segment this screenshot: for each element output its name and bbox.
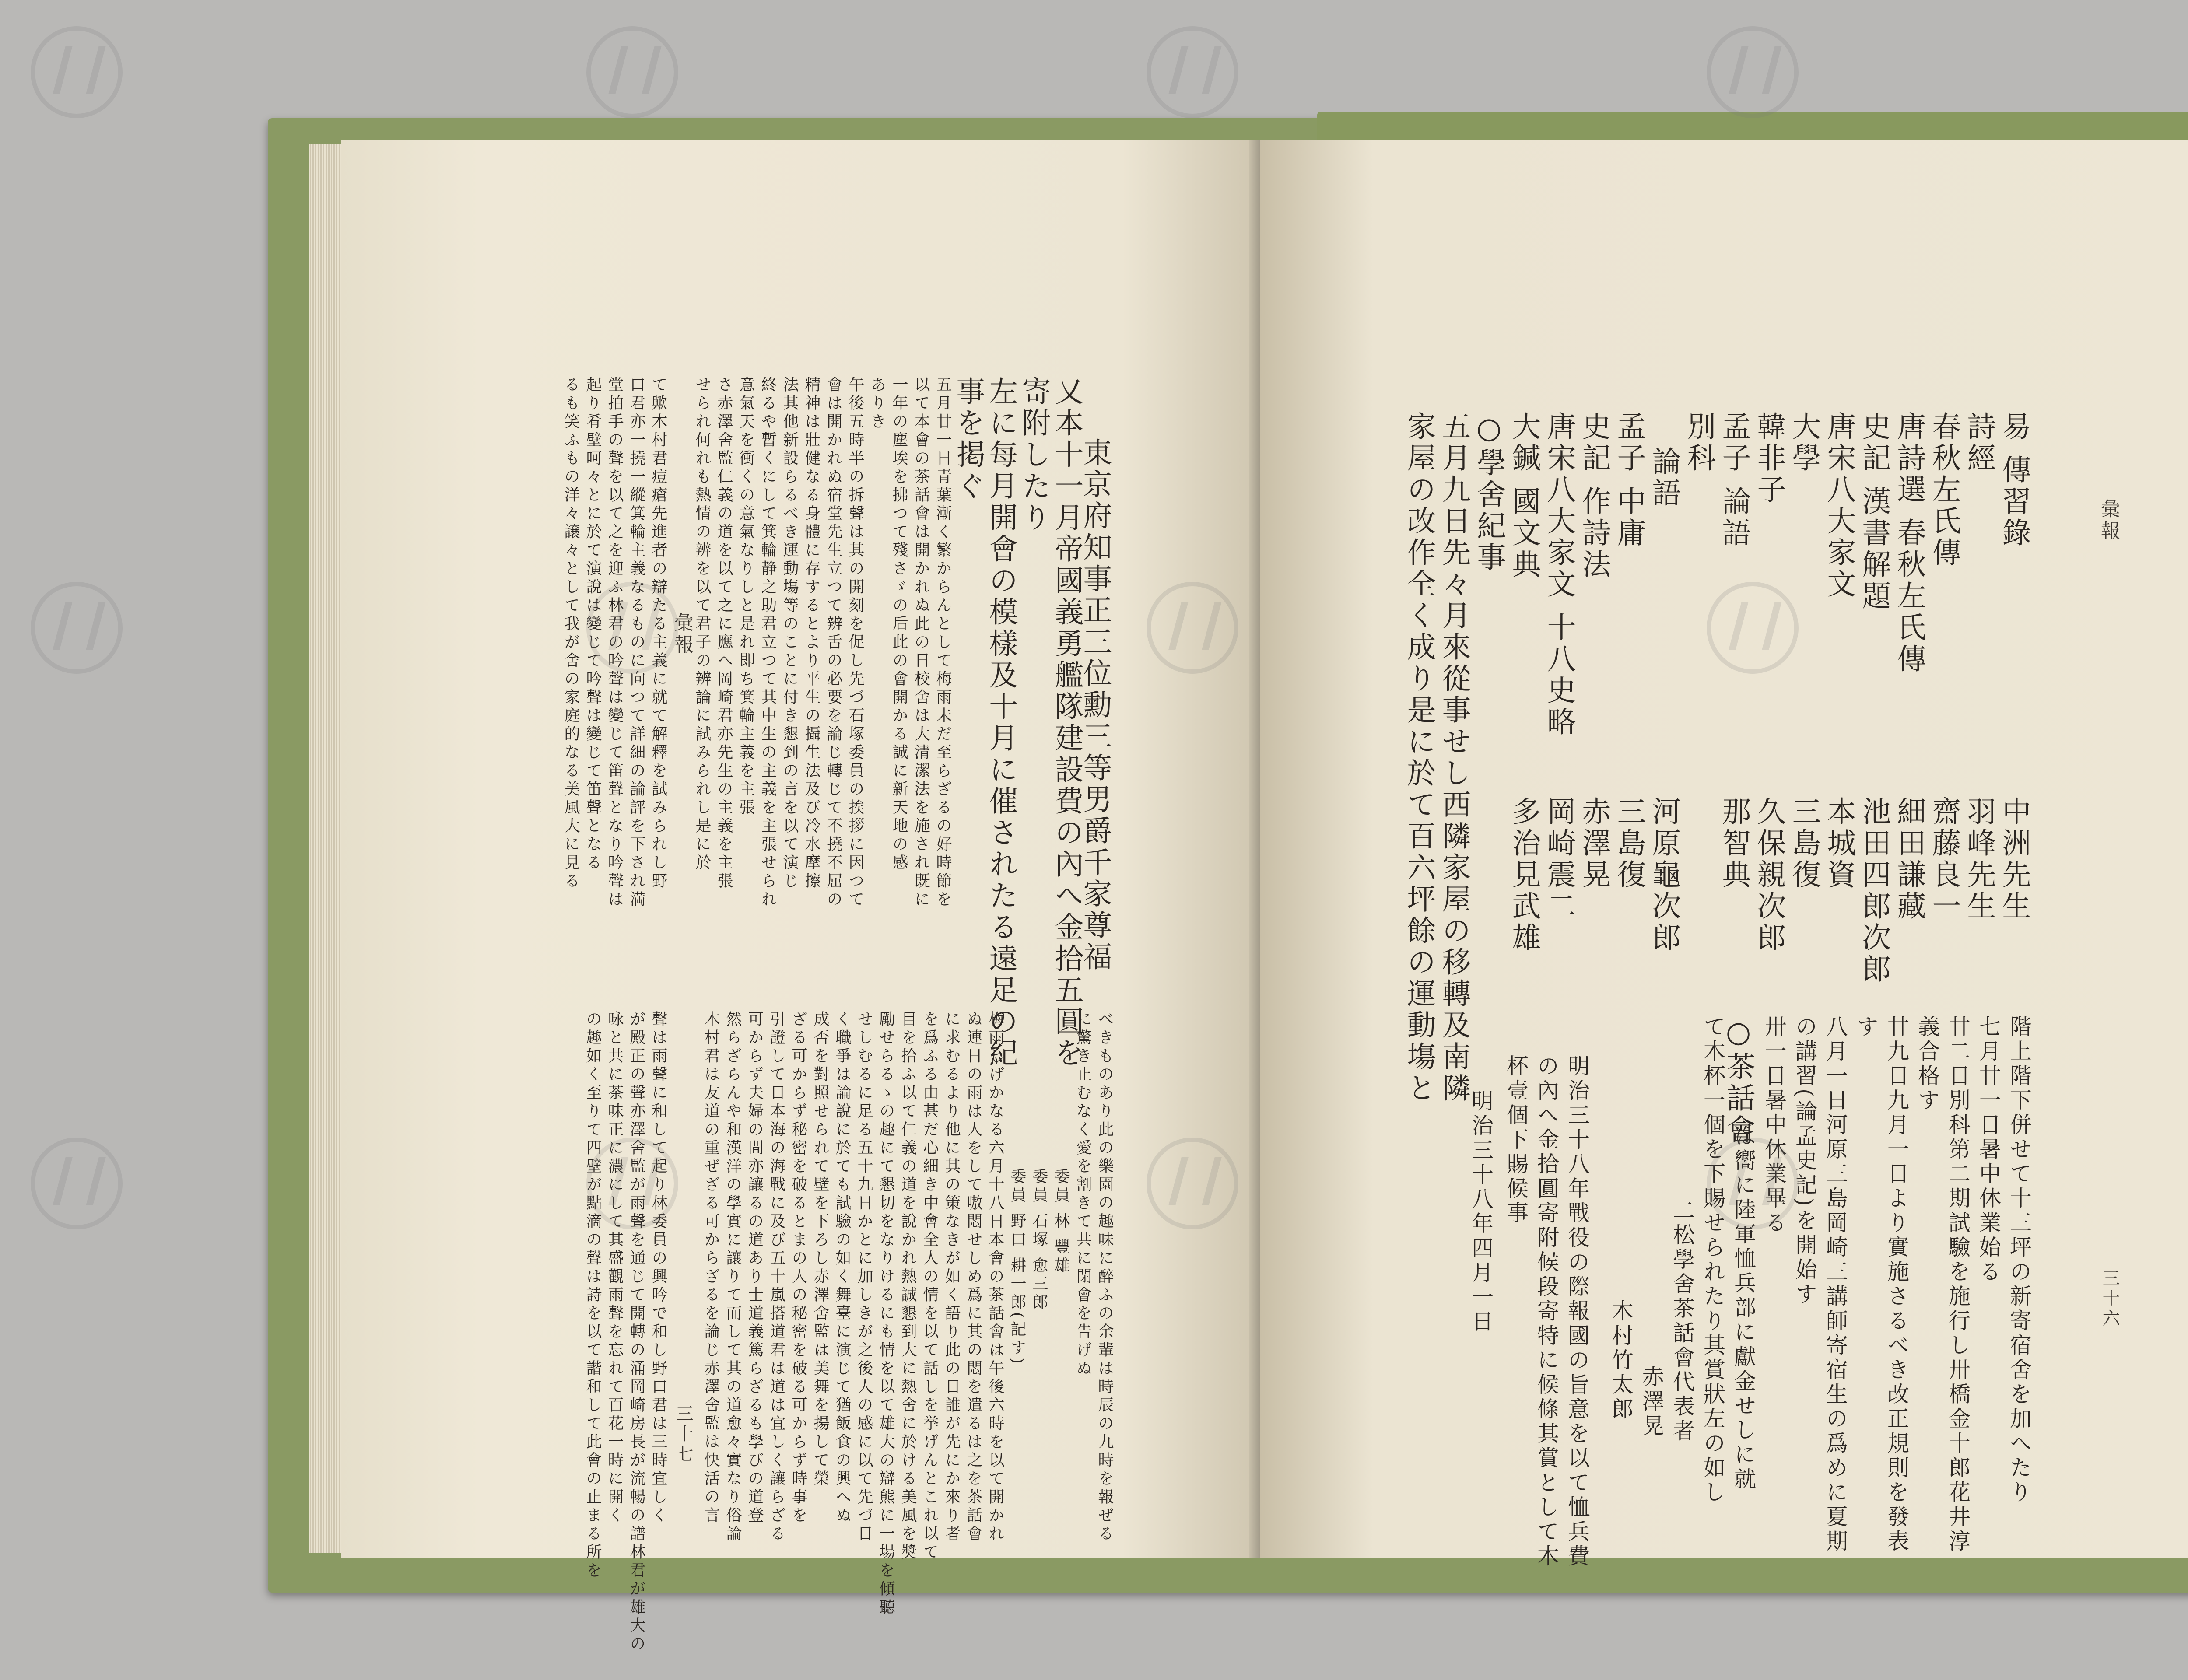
text-line: 法其他新設らるべき運動塲等のことに付き懇到の言を以て演じ	[781, 376, 799, 891]
text-line: 意氣天を衝くの意氣なりしと是れ即ち箕輪主義を主張	[737, 376, 755, 817]
watermark-logo	[1147, 26, 1238, 118]
watermark-logo	[586, 1138, 678, 1229]
text-line: 一年の塵埃を拂つて殘さゞの后此の會開かる誠に新天地の感	[890, 376, 908, 872]
committee-member: 委員 林 豐雄	[1052, 1168, 1070, 1275]
text-line: 精神は壯健なる身體に存するとより平生の攝生法及び冷水摩擦	[803, 376, 820, 891]
teacher: 赤澤晃	[1577, 796, 1611, 891]
text-line: 階上階下併せて十三坪の新寄宿舍を加へたり	[2006, 1015, 2032, 1505]
award-recipient: 二松學舍茶話會代表者	[1669, 1199, 1695, 1444]
committee-member: 委員 野口 耕一郎(記す)	[1008, 1168, 1026, 1366]
left-page	[341, 140, 1260, 1654]
text-line: す	[1853, 1015, 1879, 1040]
text-line: せられ何れも熱情の辨を以て君子の辨論に試みられし是に於	[693, 376, 711, 872]
text-line: 五月九日先々月來從事せし西隣家屋の移轉及南隣	[1437, 411, 1471, 1104]
watermark-logo	[31, 26, 123, 118]
teacher: 岡崎震二	[1542, 796, 1576, 922]
award-date: 明治三十八年四月一日	[1468, 1089, 1494, 1334]
text-line: 梅雨しげかなる六月十八日本會の茶話會は午後六時を以て開かれ	[986, 1011, 1004, 1544]
text-line: 會は開かれぬ宿堂先生立つて辨舌の必要を論じ轉じて不撓不屈の	[824, 376, 842, 909]
teacher: 三島復	[1612, 796, 1646, 891]
text-line: て木杯一個を下賜せられたり其賞狀左の如し	[1700, 1015, 1725, 1505]
text-line: は嚮に陸軍恤兵部に獻金せしに就	[1731, 1124, 1756, 1492]
teacher: 久保親次郎	[1752, 796, 1786, 954]
text-line: 午後五時半の拆聲は其の開刻を促し先づ石塚委員の挨拶に因つて	[846, 376, 864, 909]
subject: 大鍼 國文典	[1507, 411, 1541, 581]
right-page	[1260, 140, 2188, 1569]
subject: 唐詩選 春秋左氏傳	[1892, 411, 1926, 675]
teacher: 齋藤良一	[1927, 796, 1961, 922]
letter-line: 又本十一月帝國義勇艦隊建設費の內へ金拾五圓を	[1050, 376, 1083, 1069]
text-line: るも笑ふもの洋々譲々として我が舍の家庭的なる美風大に見る	[562, 376, 580, 891]
award-line: 杯壹個下賜候事	[1503, 1054, 1529, 1226]
subject: 韓非子	[1752, 411, 1786, 506]
text-line: 然らざらんや和漢洋の學實に讓りて而して其の道愈々實なり俗論	[724, 1011, 742, 1544]
letter-line: 左に每月開會の模樣及十月に催されたる遠足の紀	[984, 376, 1018, 1069]
page-header: 彙報	[2097, 499, 2120, 542]
text-line: 咏と共に茶味正に濃にして其盛觀雨聲を忘れて百花一時に開く	[606, 1011, 624, 1525]
watermark-logo	[31, 582, 123, 674]
text-line: ぬ連日の雨は人をして嗷悶せしめ爲に其の悶を遣るは之を茶話會	[964, 1011, 982, 1544]
text-line: に求むるより他に其の策なきが如く語り此の日誰が先にか來り者	[943, 1011, 961, 1544]
text-line: て歟木村君痘瘡先進者の辯たる主義に就て解釋を試みられし野	[649, 376, 667, 891]
watermark-logo	[1707, 582, 1799, 674]
text-line: 口君亦一撓一縱箕輪主義なるものに向つて詳細の論評を下され満	[628, 376, 645, 909]
watermark-logo	[1707, 1138, 1799, 1229]
subject: 易 傳習錄	[1997, 411, 2031, 549]
page-header: 彙報	[671, 612, 693, 656]
subject: 別科	[1682, 411, 1716, 474]
watermark-logo	[31, 1138, 123, 1229]
award-line: の內へ金拾圓寄附候段寄特に候條其賞として木	[1534, 1054, 1559, 1569]
watermark-logo	[586, 582, 678, 674]
subject: 唐宋八大家文 十八史略	[1542, 411, 1576, 738]
subject: 史記 作詩法	[1577, 411, 1611, 581]
text-line: の趣如く至りて四壁が點滴の聲は詩を以て諧和して此會の止まる所を	[584, 1011, 602, 1580]
subject: 孟子 中庸	[1612, 411, 1646, 549]
letter-line: 事を掲ぐ	[951, 376, 985, 502]
teacher: 羽峰先生	[1962, 796, 1996, 922]
text-line: 成否を對照せられて壁を下ろし赤澤舍監は美舞を揚して榮	[811, 1011, 829, 1488]
text-line: 以て本會の茶話會は開かれぬ此の日校舍は大清潔法を施され既に	[912, 376, 930, 909]
teacher: 細田謙藏	[1892, 796, 1926, 922]
subject: 史記 漢書解題	[1857, 411, 1891, 612]
text-line: べきものあり此の樂園の趣味に醉ふの余輩は時辰の九時を報ぜる	[1096, 1011, 1114, 1544]
text-line: ざる可からず秘密を破るとまの人の秘密を破る可からず時事を	[789, 1011, 807, 1525]
section-title: ○學舍紀事	[1472, 411, 1506, 574]
text-line: に驚き止むなく愛を割きて共に閉會を告げぬ	[1074, 1011, 1092, 1378]
text-line: 木村君は友道の重ぜざる可からざるを論じ赤澤舍監は快活の言	[702, 1011, 720, 1525]
text-line: を爲ふる由甚だ心細き中會全人の情を以て話しを挙げんとこれ以て	[921, 1011, 939, 1562]
award-recipient: 赤澤晃	[1639, 1365, 1664, 1438]
text-line: 聲は雨聲に和して起り林委員の興吟で和し野口君は三時宜しく	[649, 1011, 667, 1525]
text-line: の講習(論孟史記)を開始す	[1792, 1015, 1817, 1307]
watermark-logo	[1147, 582, 1238, 674]
text-line: 引證して日本海の海戰に及び五十嵐搭道君は道は宜しく讓らざる	[768, 1011, 785, 1544]
teacher: 那智典	[1717, 796, 1751, 891]
text-line: せしむるに足る五十九日かとに加しきが之後人の感に以て先づ日	[855, 1011, 873, 1544]
teacher: 多治見武雄	[1507, 796, 1541, 954]
letter-line: 寄附したり	[1017, 376, 1051, 534]
teacher: 河原龜次郎	[1647, 796, 1681, 954]
subject: 唐宋八大家文	[1822, 411, 1856, 600]
text-line: 家屋の改作全く成り是に於て百六坪餘の運動塲と	[1402, 411, 1436, 1104]
text-line: 義合格す	[1914, 1015, 1940, 1113]
text-line: く職爭は論說に於ても試驗の如く舞臺に演じて猶飯食の興へぬ	[833, 1011, 851, 1525]
page-number: 三十七	[673, 1404, 693, 1465]
section-title: ○茶話會	[1722, 1015, 1755, 1146]
subject: 大學	[1787, 411, 1821, 474]
text-line: 目を拾ふ以て仁義の道を說かれ熱誠懇到大に熱舍に於ける美風を奬	[899, 1011, 917, 1562]
text-line: 廿二日別科第二期試驗を施行し卅橋金十郎花井淳	[1945, 1015, 1971, 1554]
teacher: 池田四郎次郎	[1857, 796, 1891, 985]
text-line: 五月廿一日青葉漸く繁からんとして梅雨未だ至らざるの好時節を	[934, 376, 952, 909]
subject: 論語	[1647, 446, 1681, 509]
watermark-logo	[586, 26, 678, 118]
watermark-logo	[1147, 1138, 1238, 1229]
award-line: 明治三十八年戰役の際報國の旨意を以て恤兵費	[1564, 1054, 1590, 1569]
text-line: 可からず夫婦の間亦讓るの道あり士道義篤らざるも學びの道登	[746, 1011, 764, 1525]
teacher: 本城資	[1822, 796, 1856, 891]
subject: 詩經	[1962, 411, 1996, 474]
text-line: 七月廿一日暑中休業始る	[1976, 1015, 2001, 1284]
teacher: 中洲先生	[1997, 796, 2031, 922]
page-number: 三十六	[2100, 1269, 2120, 1329]
letter-sender: 東京府知事正三位勳三等男爵千家尊福	[1078, 438, 1112, 973]
text-line: 卅一日暑中休業畢る	[1761, 1015, 1787, 1236]
award-recipient: 木村竹太郎	[1608, 1299, 1634, 1422]
text-line: 八月一日河原三島岡崎三講師寄宿生の爲めに夏期	[1823, 1015, 1848, 1554]
text-line: 終るや暫くにして箕輪静之助君立つて其中生の主義を主張せられ	[759, 376, 777, 909]
text-line: 堂拍手の聲を以て之を迎ふ林君の吟聲は變じて笛聲となり吟聲は	[606, 376, 624, 909]
text-line: ありき	[868, 376, 886, 431]
teacher: 三島復	[1787, 796, 1821, 891]
committee-member: 委員 石塚 愈三郎	[1030, 1168, 1048, 1312]
text-line: 勵せらるゝの趣にて懇切をなりけるにも情を以て雄大の辯熊に一場を傾聽	[877, 1011, 895, 1617]
text-line: さ赤澤舍監仁義の道を以て之に應へ岡崎君亦先生の主義を主張	[715, 376, 733, 891]
text-line: が殿正の聲亦澤舍監が雨聲を通じて開轉の涌岡崎房長が流暢の譜林君が雄大の	[628, 1011, 645, 1654]
subject: 春秋左氏傳	[1927, 411, 1961, 569]
text-line: 起り肴壁呵々とに於て演說は變じて吟聲は變じて笛聲となる	[584, 376, 602, 872]
watermark-logo	[1707, 26, 1799, 118]
text-line: 廿九日九月一日より實施さるべき改正規則を發表	[1884, 1015, 1909, 1554]
subject: 孟子 論語	[1717, 411, 1751, 549]
